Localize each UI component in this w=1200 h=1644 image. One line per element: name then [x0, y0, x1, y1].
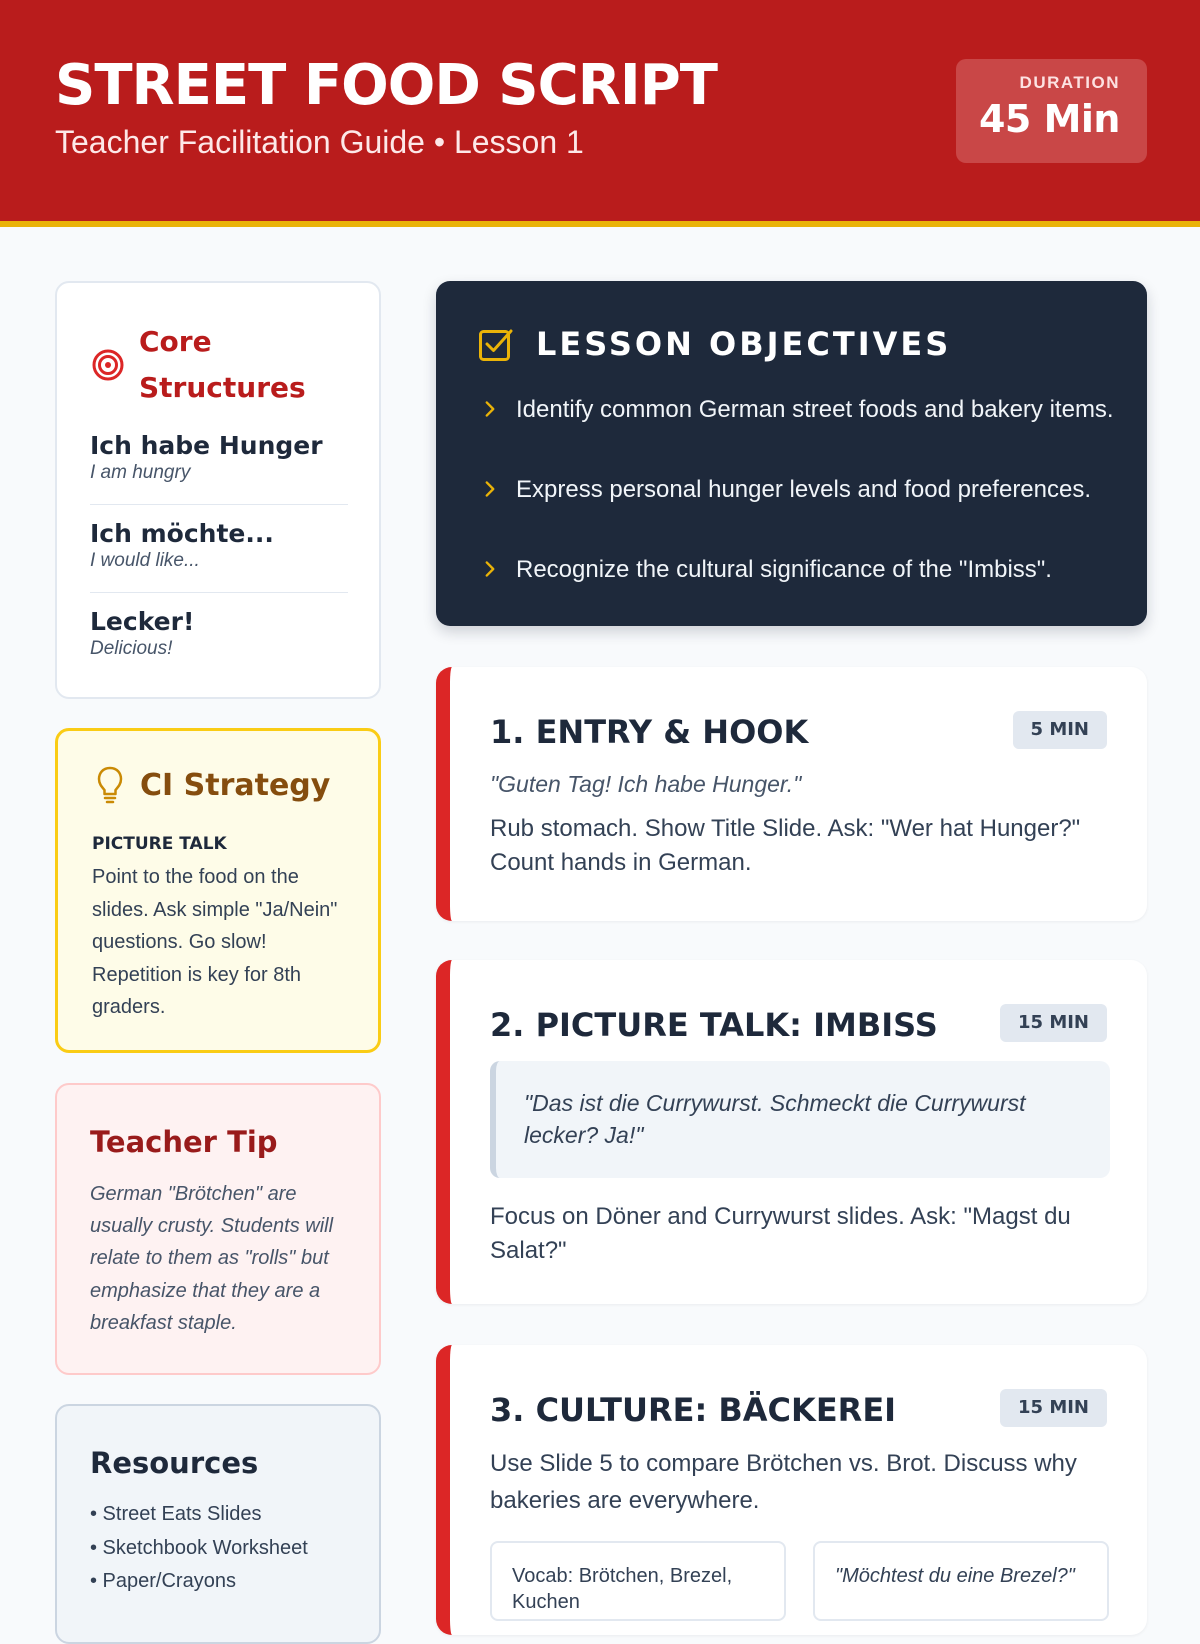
step-entry-hook [436, 667, 1147, 921]
chevron-right-icon [478, 473, 516, 503]
step-duration-badge: 15 MIN [1000, 1004, 1107, 1042]
step-quote-block: "Das ist die Currywurst. Schmeckt die Currywurst lecker? Ja!" [490, 1061, 1110, 1178]
phrase-item [90, 519, 348, 572]
checkbox-icon [478, 326, 514, 362]
phrase-german: Lecker! [90, 607, 195, 636]
page-header [0, 0, 1200, 227]
objective-item [478, 473, 1118, 506]
vocab-box: Vocab: Brötchen, Brezel, Kuchen [490, 1541, 786, 1621]
ci-strategy-header [94, 765, 330, 805]
core-structures-title [139, 319, 306, 411]
objective-text: Recognize the cultural significance of the "Imbiss". [516, 556, 1052, 583]
resource-item: • Paper/Crayons [90, 1570, 236, 1592]
step-duration-badge: 15 MIN [1000, 1389, 1107, 1427]
teacher-tip-text: German "Brötchen" are usually crusty. Students will relate to them as "rolls" but emphasize that they are a breakfast staple. [90, 1183, 334, 1334]
chevron-right-icon [478, 553, 516, 583]
step-title: 2. PICTURE TALK: IMBISS [490, 1006, 938, 1044]
phrase-german: Ich möchte... [90, 519, 274, 548]
core-structures-card [55, 281, 381, 699]
core-structures-title-line2: Structures [139, 371, 306, 404]
lightbulb-icon [94, 765, 126, 805]
objective-item [478, 393, 1118, 426]
page-subtitle: Teacher Facilitation Guide • Lesson 1 [55, 124, 584, 160]
resources-title: Resources [90, 1446, 259, 1480]
step-title: 1. ENTRY & HOOK [490, 713, 809, 751]
step-text: Rub stomach. Show Title Slide. Ask: "Wer hat Hunger?" Count hands in German. [490, 815, 1081, 876]
phrase-english: I am hungry [90, 462, 191, 483]
phrase-german: Ich habe Hunger [90, 431, 323, 460]
phrase-english: I would like... [90, 550, 200, 571]
step-title: 3. CULTURE: BÄCKEREI [490, 1391, 897, 1429]
teacher-tip-title: Teacher Tip [90, 1125, 278, 1159]
phrase-english: Delicious! [90, 638, 173, 659]
step-text: Use Slide 5 to compare Brötchen vs. Brot. Discuss why bakeries are everywhere. [490, 1450, 1077, 1514]
chevron-right-icon [478, 393, 516, 423]
duration-badge [956, 59, 1147, 163]
ci-strategy-text: Point to the food on the slides. Ask simple "Ja/Nein" questions. Go slow! Repetition is key for 8th graders. [92, 866, 338, 1018]
divider [90, 592, 348, 593]
resource-item: • Street Eats Slides [90, 1503, 262, 1525]
step-text: Focus on Döner and Currywurst slides. Ask: "Magst du Salat?" [490, 1203, 1071, 1264]
phrase-item [90, 607, 348, 660]
duration-value: 45 Min [978, 97, 1120, 141]
objective-text: Identify common German street foods and bakery items. [516, 396, 1114, 423]
resources-card [55, 1404, 381, 1644]
page-title: STREET FOOD SCRIPT [55, 53, 717, 118]
step-culture-baeckerei [436, 1345, 1147, 1635]
target-icon [91, 348, 125, 382]
objective-text: Express personal hunger levels and food preferences. [516, 476, 1092, 503]
step-picture-talk [436, 960, 1147, 1304]
core-structures-header [91, 319, 306, 411]
core-structures-title-line1: Core [139, 325, 212, 358]
ci-strategy-label: PICTURE TALK [92, 834, 227, 854]
teacher-tip-card [55, 1083, 381, 1375]
lesson-objectives-title: LESSON OBJECTIVES [536, 325, 952, 363]
phrase-item [90, 431, 348, 484]
duration-label: DURATION [1019, 73, 1120, 92]
lesson-objectives-card [436, 281, 1147, 626]
objective-item [478, 553, 1118, 586]
step-duration-badge: 5 MIN [1013, 711, 1107, 749]
lesson-objectives-header [478, 325, 951, 363]
divider [90, 504, 348, 505]
step-quote: "Guten Tag! Ich habe Hunger." [490, 771, 802, 797]
question-box: "Möchtest du eine Brezel?" [813, 1541, 1109, 1621]
ci-strategy-card [55, 728, 381, 1053]
resource-item: • Sketchbook Worksheet [90, 1536, 308, 1559]
ci-strategy-title: CI Strategy [140, 767, 331, 803]
resources-list [90, 1498, 308, 1599]
